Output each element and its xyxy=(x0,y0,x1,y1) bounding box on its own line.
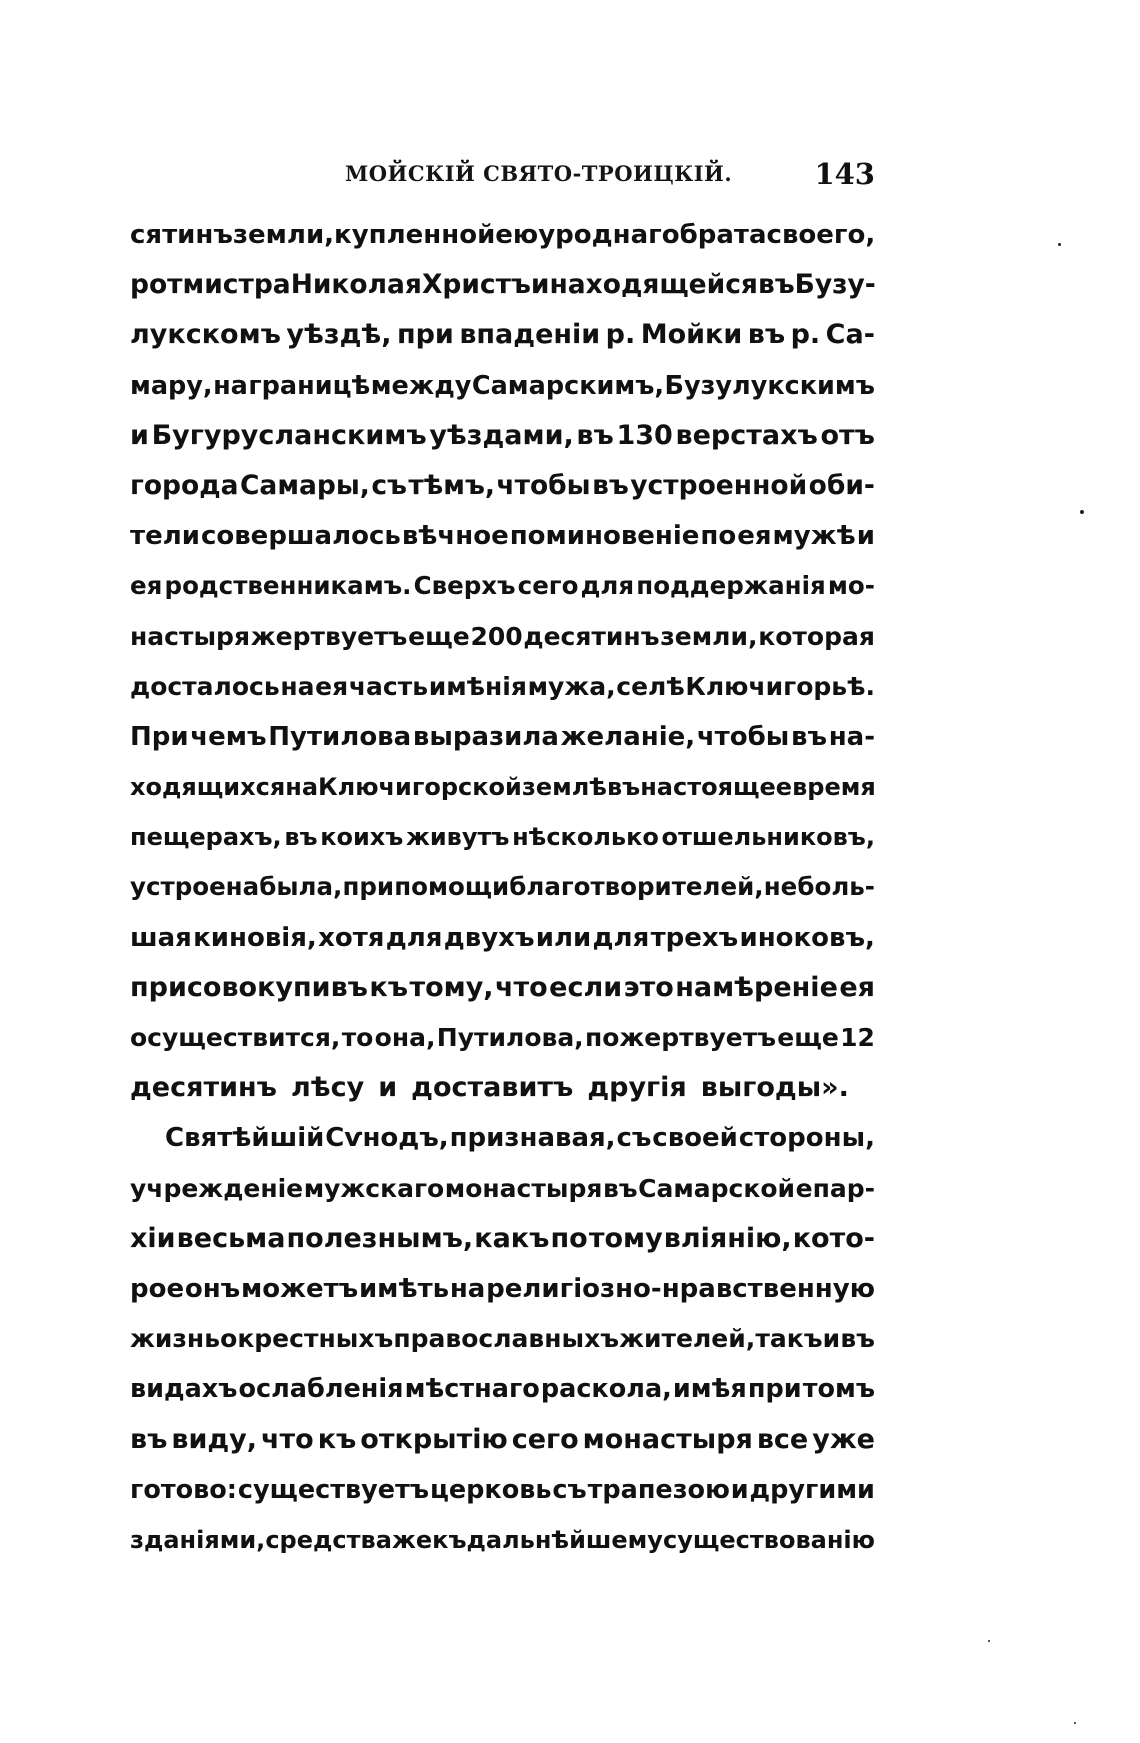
word: оби- xyxy=(808,469,875,501)
text-line xyxy=(130,712,875,762)
word: Самарскимъ, xyxy=(471,370,665,401)
word: отшельниковъ, xyxy=(661,823,875,852)
word: Святѣйшій xyxy=(165,1123,325,1154)
word: часть xyxy=(348,671,429,701)
word: зданіями, xyxy=(130,1525,266,1554)
word: учрежденіе xyxy=(130,1173,304,1203)
word: къ xyxy=(369,971,409,1003)
word: р. xyxy=(605,319,636,351)
word: религіозно-нравственную xyxy=(486,1273,875,1304)
word: Самарской xyxy=(638,1173,796,1203)
word: Сверхъ xyxy=(413,571,516,601)
word: для xyxy=(592,922,650,953)
word: или xyxy=(535,922,592,953)
word: выразила xyxy=(412,721,559,752)
word: при xyxy=(342,872,395,902)
word: епар- xyxy=(795,1173,875,1203)
word: же xyxy=(391,1525,433,1554)
word: выгоды». xyxy=(700,1072,849,1104)
word: Бузу- xyxy=(794,269,876,301)
word: была, xyxy=(259,872,343,902)
word: имѣя xyxy=(672,1374,747,1405)
word: стороны, xyxy=(738,1123,875,1154)
word: настоящее xyxy=(640,773,793,802)
word: и xyxy=(378,1072,398,1104)
word: уѣздами, xyxy=(429,419,574,451)
word: для xyxy=(385,922,443,953)
word: между xyxy=(370,370,472,401)
word: въ xyxy=(130,1423,168,1455)
word: землѣ xyxy=(521,773,607,802)
word: верстахъ xyxy=(675,419,818,451)
text-line xyxy=(130,260,875,310)
word: въ xyxy=(757,269,795,301)
word: помощи xyxy=(394,872,510,902)
word: трапезою xyxy=(587,1474,730,1505)
word: по xyxy=(700,521,737,552)
word: и xyxy=(730,1474,749,1505)
word: къ xyxy=(432,1525,467,1554)
print-speck xyxy=(1058,243,1061,246)
text-line xyxy=(130,210,875,260)
text-line xyxy=(130,1113,875,1163)
word: на xyxy=(213,370,248,401)
print-speck xyxy=(1074,1722,1076,1724)
word: осуществится, xyxy=(130,1023,341,1052)
word: иноковъ, xyxy=(739,922,875,953)
word: Бугурусланскимъ xyxy=(151,419,427,451)
word: у xyxy=(538,220,556,250)
word: церковь xyxy=(429,1474,552,1505)
word: двухъ xyxy=(443,922,535,953)
word: признавая, xyxy=(449,1123,616,1154)
word: мѣстнаго xyxy=(404,1374,540,1405)
word: роднаго xyxy=(555,220,680,250)
word: мужѣ xyxy=(772,521,856,552)
word: десятинъ xyxy=(130,1072,277,1104)
page-number: 143 xyxy=(814,157,875,191)
word: селѣ xyxy=(616,671,685,701)
word: своего, xyxy=(766,220,876,250)
word: существованію xyxy=(662,1525,875,1554)
word: въ xyxy=(576,419,614,451)
word: это xyxy=(623,971,674,1003)
word: имѣнія xyxy=(428,671,527,701)
text-line xyxy=(130,310,875,360)
word: При xyxy=(130,721,189,752)
text-line xyxy=(130,1164,875,1214)
word: въ xyxy=(790,721,827,752)
word: живутъ xyxy=(405,823,510,852)
word: что xyxy=(261,1423,314,1455)
word: православныхъ xyxy=(393,1324,620,1354)
word: тели xyxy=(130,521,200,552)
word: устроена xyxy=(130,872,260,902)
word: виду, xyxy=(171,1423,258,1455)
text-line xyxy=(130,561,875,611)
word: 130 xyxy=(616,419,673,451)
word: земли, xyxy=(232,220,335,250)
word: города xyxy=(130,469,239,501)
text-line xyxy=(130,1214,875,1264)
text-line xyxy=(130,511,875,561)
word: и xyxy=(530,269,550,301)
word: шая xyxy=(130,922,192,953)
word: ходящихся xyxy=(130,773,286,802)
word: досталось xyxy=(130,671,280,701)
word: чтобы xyxy=(496,469,591,501)
word: нѣсколько xyxy=(512,823,659,852)
word: ослабленія xyxy=(238,1374,404,1405)
word: жителей, xyxy=(619,1324,756,1354)
text-line xyxy=(130,963,875,1013)
word: желаніе, xyxy=(560,721,696,752)
word: имѣть xyxy=(358,1273,450,1304)
print-speck xyxy=(988,1640,990,1642)
word: Сѵнодъ, xyxy=(325,1123,449,1154)
word: присовокупивъ xyxy=(130,971,368,1003)
word: весьма xyxy=(176,1222,286,1254)
word: если xyxy=(549,971,623,1003)
word: мо- xyxy=(827,571,875,601)
running-title: МОЙСКІЙ СВЯТО-ТРОИЦКІЙ. xyxy=(345,161,733,186)
word: и xyxy=(130,419,149,451)
word: находящейся xyxy=(549,269,758,301)
text-line xyxy=(130,812,875,862)
word: впаденіи xyxy=(459,319,601,351)
word: что xyxy=(494,971,548,1003)
word: и xyxy=(856,521,875,552)
word: сятинъ xyxy=(130,220,233,250)
word: на xyxy=(285,773,319,802)
word: ея xyxy=(315,671,349,701)
word: средства xyxy=(265,1525,392,1554)
text-line xyxy=(130,762,875,812)
word: вѣчное xyxy=(401,521,509,552)
word: киновія, xyxy=(193,922,317,953)
word: тѣмъ, xyxy=(408,469,495,501)
word: уже xyxy=(812,1423,875,1455)
word: мужскаго xyxy=(303,1173,445,1203)
word: ротмистра xyxy=(130,269,291,301)
word: доставитъ xyxy=(411,1072,574,1104)
word: окрестныхъ xyxy=(220,1324,394,1354)
word: границѣ xyxy=(248,370,371,401)
text-line xyxy=(130,1515,875,1565)
word: лѣсу xyxy=(290,1072,365,1104)
word: ея xyxy=(130,571,163,601)
word: лукскомъ xyxy=(130,319,281,351)
word: на xyxy=(280,671,315,701)
word: время xyxy=(792,773,876,802)
word: боль- xyxy=(797,872,875,902)
text-line xyxy=(130,862,875,912)
word: Самары, xyxy=(239,469,370,501)
word: родственникамъ. xyxy=(164,571,412,601)
word: монастыря xyxy=(582,1423,753,1455)
word: мужа, xyxy=(527,671,616,701)
word: жизнь xyxy=(130,1324,221,1354)
word: Путилова, xyxy=(436,1023,584,1052)
word: рое xyxy=(130,1273,185,1304)
word: сего xyxy=(511,1423,579,1455)
word: Ключигорьѣ. xyxy=(685,671,875,701)
word: земли, xyxy=(660,621,758,651)
word: 12 xyxy=(840,1023,875,1052)
text-line xyxy=(130,1314,875,1364)
word: пещерахъ, xyxy=(130,823,282,852)
word: другими xyxy=(749,1474,875,1505)
body-text xyxy=(130,210,875,1565)
word: какъ xyxy=(474,1222,550,1254)
word: которая xyxy=(758,621,875,651)
word: въ xyxy=(592,469,629,501)
word: съ xyxy=(552,1474,587,1505)
word: уѣздѣ, xyxy=(286,319,392,351)
word: при xyxy=(747,1374,802,1405)
word: чтобы xyxy=(696,721,790,752)
word: отъ xyxy=(820,419,875,451)
text-line xyxy=(130,411,875,461)
word: Николая xyxy=(290,269,422,301)
word: Христъ xyxy=(421,269,531,301)
word: она, xyxy=(374,1023,436,1052)
word: хотя xyxy=(318,922,385,953)
word: въ xyxy=(747,319,786,351)
print-speck xyxy=(1080,510,1084,514)
word: дальнѣйшему xyxy=(466,1525,663,1554)
word: не xyxy=(763,872,798,902)
word: Са- xyxy=(825,319,875,351)
word: Путилова xyxy=(268,721,412,752)
text-line xyxy=(130,913,875,963)
word: ея xyxy=(839,971,875,1003)
word: видахъ xyxy=(130,1374,238,1405)
word: полезнымъ, xyxy=(286,1222,474,1254)
word: на- xyxy=(828,721,875,752)
word: и xyxy=(822,1324,841,1354)
word: поминовеніе xyxy=(509,521,700,552)
word: 200 xyxy=(470,621,523,651)
word: поддержанія xyxy=(636,571,826,601)
word: сего xyxy=(517,571,579,601)
word: для xyxy=(580,571,635,601)
word: ею xyxy=(495,220,539,250)
word: можетъ xyxy=(240,1273,359,1304)
word: въ xyxy=(606,773,641,802)
word: еще xyxy=(777,1023,839,1052)
word: мару, xyxy=(130,370,213,401)
word: коихъ xyxy=(320,823,404,852)
word: р. xyxy=(790,319,821,351)
word: совершалось xyxy=(200,521,401,552)
text-line xyxy=(130,1465,875,1515)
word: еще xyxy=(408,621,470,651)
word: купленной xyxy=(334,220,496,250)
word: кото- xyxy=(792,1222,875,1254)
word: раскола, xyxy=(540,1374,672,1405)
word: хіи xyxy=(130,1222,176,1254)
text-line xyxy=(130,1013,875,1063)
word: то xyxy=(341,1023,374,1052)
word: на xyxy=(449,1273,486,1304)
word: чемъ xyxy=(190,721,267,752)
word: намѣреніе xyxy=(675,971,838,1003)
word: своей xyxy=(652,1123,738,1154)
word: все xyxy=(756,1423,809,1455)
word: готово: xyxy=(130,1474,237,1505)
word: въ xyxy=(840,1324,875,1354)
word: къ xyxy=(317,1423,357,1455)
word: монастыря xyxy=(444,1173,603,1203)
text-line xyxy=(130,361,875,411)
word: другія xyxy=(587,1072,687,1104)
word: въ xyxy=(602,1173,638,1203)
text-line xyxy=(130,1415,875,1465)
word: ея xyxy=(737,521,772,552)
word: устроенной xyxy=(630,469,808,501)
word: съ xyxy=(616,1123,652,1154)
word: Ключигорской xyxy=(318,773,522,802)
word: тому xyxy=(588,1222,663,1254)
word: при xyxy=(396,319,454,351)
word: Мойки xyxy=(640,319,743,351)
word: онъ xyxy=(184,1273,241,1304)
word: брата xyxy=(679,220,767,250)
word: въ xyxy=(284,823,318,852)
word: существуетъ xyxy=(237,1474,430,1505)
word: съ xyxy=(371,469,407,501)
word: Бузулукскимъ xyxy=(664,370,875,401)
running-head xyxy=(130,158,875,198)
word: пожертвуетъ xyxy=(584,1023,776,1052)
word: томъ xyxy=(802,1374,875,1405)
word: десятинъ xyxy=(523,621,660,651)
text-line xyxy=(130,662,875,712)
text-line xyxy=(130,1063,875,1113)
word: настыря xyxy=(130,621,251,651)
text-line xyxy=(130,1264,875,1314)
word: такъ xyxy=(755,1324,823,1354)
text-line xyxy=(130,461,875,511)
word: трехъ xyxy=(650,922,739,953)
word: по xyxy=(550,1222,588,1254)
text-line xyxy=(130,1364,875,1414)
word: тому, xyxy=(409,971,494,1003)
word: открытію xyxy=(360,1423,508,1455)
word: жертвуетъ xyxy=(250,621,408,651)
word: вліянію, xyxy=(663,1222,792,1254)
text-line xyxy=(130,612,875,662)
word: благотворителей, xyxy=(509,872,764,902)
